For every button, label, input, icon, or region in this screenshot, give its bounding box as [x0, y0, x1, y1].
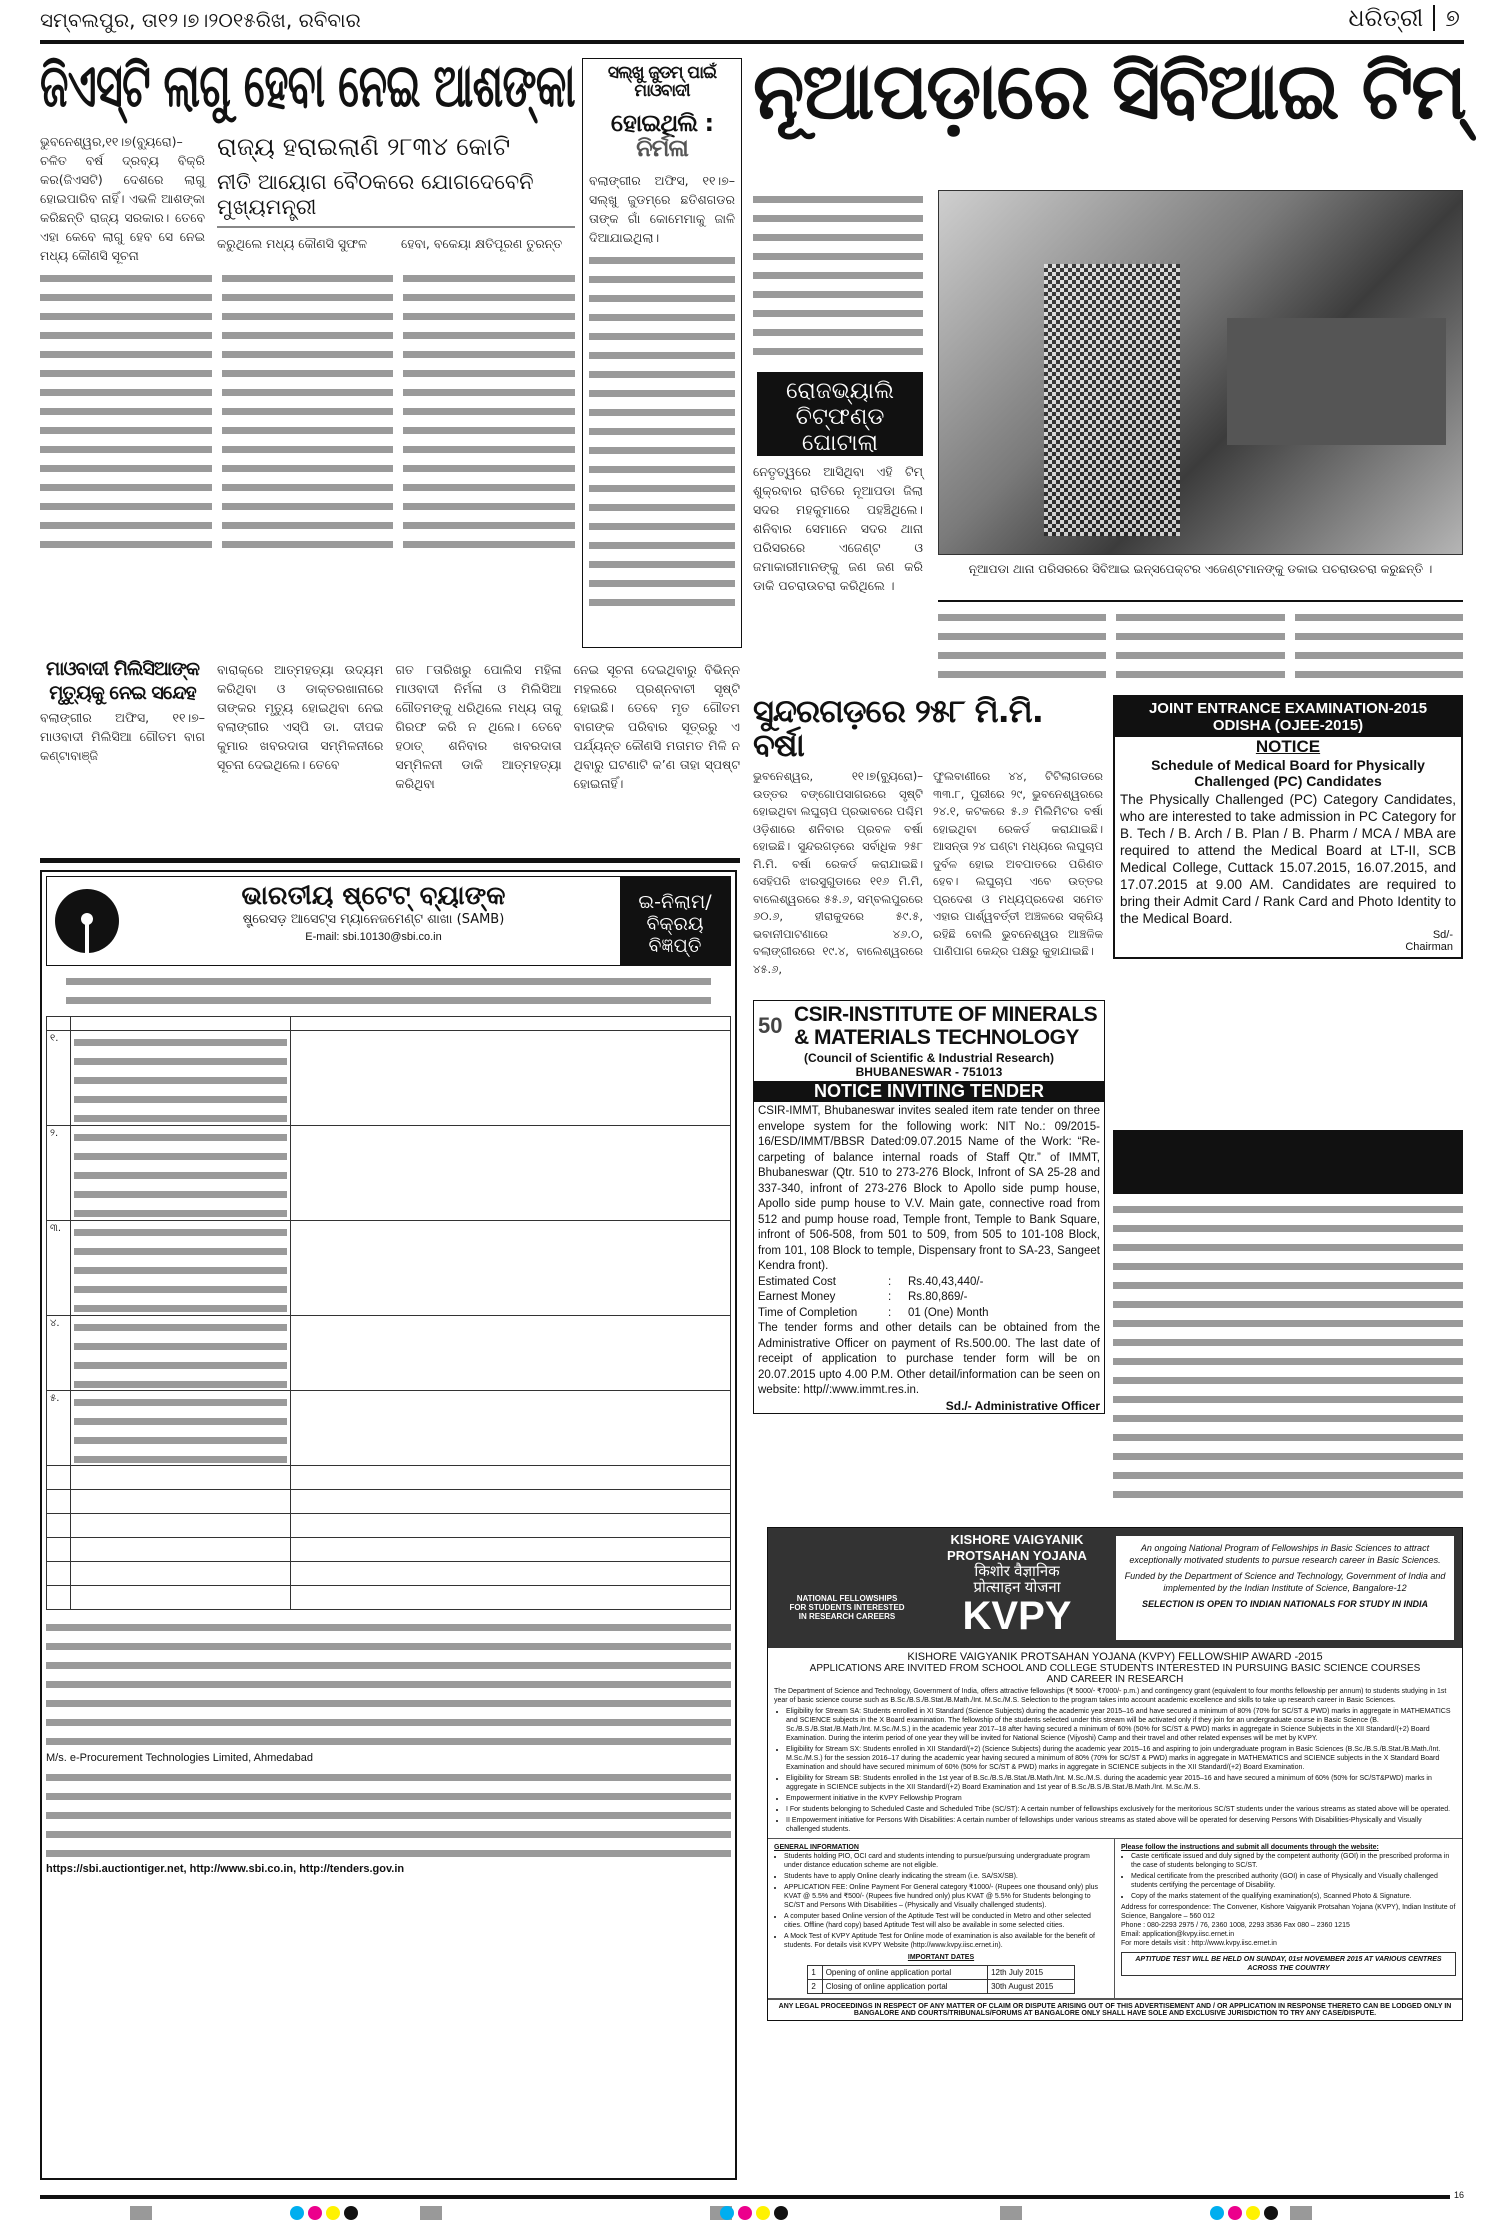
row-serial: ୧.	[47, 1031, 71, 1126]
list-item: • Copy of the marks statement of the qualifying examination(s), Scanned Photo & Signature.	[1131, 1892, 1456, 1901]
row-serial: ୪.	[47, 1316, 71, 1391]
cbi-kicker-box	[757, 372, 923, 456]
cbi-headline: ନୂଆପଡ଼ାରେ ସିବିଆଇ ଟିମ୍	[753, 47, 1465, 137]
kvpy-funding: Funded by the Department of Science and Technology, Government of India and implemented by the Indian Institute of Science, Bangalore-12	[1124, 1571, 1446, 1593]
rain-col1: ଭୁବନେଶ୍ୱର, ୧୧।୭(ବ୍ୟୁରୋ)– ଉତ୍ତର ବଙ୍ଗୋପସାଗରରେ ସୃଷ୍ଟି ହୋଇଥିବା ଲଘୁଚାପ ପ୍ରଭାବରେ ପଶ୍ଚିମ ଓଡ଼ିଶାରେ ଶନିବାର ପ୍ରବଳ ବର୍ଷା ହୋଇଛି। ସୁନ୍ଦରଗଡ଼ରେ ସର୍ବାଧିକ ୨୫୮ ମି.ମି. ବର୍ଷା ରେକର୍ଡ କରାଯାଇଛି। ସେହିପରି ଝାରସୁଗୁଡାରେ ୧୧୬ ମି.ମି, ବାଲେଶ୍ୱରରେ ୫୫.୬, ସମ୍ବଲପୁରରେ ୬୦.୬, ହୀରାକୁଦରେ ୫୯.୫, ଭବାନୀପାଟଣାରେ ୪୬.୦, ବଲାଙ୍ଗୀରରେ ୧୯.୪, ବାଲେଶ୍ୱରରେ ୪୫.୬,	[753, 769, 923, 976]
date-event: Closing of online application portal	[822, 1980, 987, 1994]
csir-details	[754, 1275, 1104, 1322]
ojee-sign: Sd/-	[1432, 929, 1453, 941]
color-registration-dot	[1264, 2206, 1278, 2220]
maoist-headline-2: ମୃତ୍ୟୁକୁ ନେଇ ସନ୍ଦେହ	[49, 681, 196, 704]
date-value: 12th July 2015	[988, 1966, 1075, 1980]
odia-ad-body	[1113, 1200, 1463, 1510]
color-registration-dot	[1228, 2206, 1242, 2220]
color-registration-dot	[756, 2206, 770, 2220]
odia-ad-header	[1113, 1130, 1463, 1194]
maoist-col4: ନେଇ ସୂଚନା ଦେଇଥିବାରୁ ବିଭିନ୍ନ ମହଲରେ ପ୍ରଶ୍ନବାଚୀ ସୃଷ୍ଟି ହୋଇଛି। ତେବେ ମୃତ ଗୌତମ ବାଗଙ୍କ ପରିବାର ସୂତ୍ରରୁ ଏ ପର୍ଯ୍ୟନ୍ତ କୌଣସି ମତାମତ ମିଳି ନ ଥିବାରୁ ଘଟଣାଟି କ’ଣ ତାହା ସ୍ପଷ୍ଟ ହୋଇନାହିଁ।	[573, 662, 740, 791]
gst-headline: ଜିଏସ୍‌ଟି ଲାଗୁ ହେବା ନେଇ ଆଶଙ୍କା	[40, 51, 575, 121]
cbi-photo	[938, 190, 1463, 555]
table-row	[808, 1966, 1074, 1980]
sbi-logo	[47, 877, 127, 965]
list-item: • Students have to apply Online clearly indicating the stream (i.e. SA/SX/SB).	[784, 1872, 1108, 1881]
maoist-col1: ବଲାଙ୍ଗୀର ଅଫିସ, ୧୧।୭– ମାଓବାଦୀ ମିଲିସିଆ ଗୌତମ ବାଗ କଣ୍ଟାବାଞ୍ଜି	[40, 709, 205, 763]
date-value: 30th August 2015	[988, 1980, 1075, 1994]
gst-text-block	[403, 269, 575, 554]
sbi-terms	[46, 1618, 731, 1748]
gst-subhead-2: ନୀତି ଆୟୋଗ ବୈଠକରେ ଯୋଗଦେବେନି ମୁଖ୍ୟମନ୍ତ୍ରୀ	[217, 170, 575, 228]
sbi-tag	[620, 877, 730, 965]
table-row	[47, 1490, 731, 1514]
cbi-text-block	[938, 608, 1106, 684]
rain-headline: ସୁନ୍ଦରଗଡ଼ରେ ୨୫୮ ମି.ମି. ବର୍ଷା	[753, 692, 1043, 764]
kvpy-name-2: PROTSAHAN YOJANA	[947, 1548, 1087, 1563]
kvpy-general-title: GENERAL INFORMATION	[774, 1844, 859, 1851]
cbi-text-block	[1295, 608, 1463, 684]
kvpy-email[interactable]: Email: application@kvpy.iisc.ernet.in	[1121, 1931, 1235, 1938]
kvpy-award: KISHORE VAIGYANIK PROTSAHAN YOJANA (KVPY) FELLOWSHIP AWARD -2015	[907, 1651, 1323, 1663]
detail-row: Estimated Cost : Rs.40,43,440/-	[758, 1275, 1100, 1291]
paper-name: ଧରିତ୍ରୀ	[1348, 4, 1424, 32]
color-registration-dot	[308, 2206, 322, 2220]
kvpy-docs-title: Please follow the instructions and submit all documents through the website:	[1121, 1844, 1379, 1851]
table-row	[47, 1562, 731, 1586]
ojee-title-1: JOINT ENTRANCE EXAMINATION-2015	[1148, 700, 1428, 717]
csir-sign: Sd./- Administrative Officer	[945, 1398, 1100, 1413]
gray-mark	[130, 2206, 152, 2220]
tag-line-2: ବିକ୍ରୟ ବିଜ୍ଞପ୍ତି	[646, 913, 704, 957]
ojee-notice-label: NOTICE	[1255, 737, 1321, 756]
gst-col2: କରୁଥିଲେ ମଧ୍ୟ କୌଣସି ସୁଫଳ	[217, 236, 368, 251]
kvpy-hindi-1: किशोर वैज्ञानिक	[974, 1563, 1060, 1580]
table-row	[47, 1126, 731, 1221]
kvpy-eligibility-list	[768, 1707, 1462, 1834]
list-item: • Eligibility for Stream SB: Students enrolled in the 1st year of B.Sc./B.S./B.Stat./B.Math./Int. M.Sc./M.S. during the academic year 2015–16 and have secured a minimum of 60% (50% for SC/ST&PWD) marks in aggregate in SCIENCE subjects in the XII Standard/(+2) Board Examination and 1st year of B.Sc./B.S./B.Stat./B.Math./Int. M.Sc./M.S.	[786, 1774, 1454, 1792]
kvpy-tagline: An ongoing National Program of Fellowships in Basic Sciences to attract exceptionally motivated students to pursue research career in Basic Sciences.	[1129, 1543, 1441, 1565]
table-row	[47, 1538, 731, 1562]
detail-value: Rs.40,43,440/-	[908, 1275, 984, 1288]
kvpy-phone: Phone : 080-2293 2975 / 76, 2360 1008, 2293 3536 Fax 080 – 2360 1215	[1121, 1922, 1350, 1929]
gst-text-block	[40, 269, 212, 554]
maoist-col2: ବାରାକ୍‌ରେ ଆତ୍ମହତ୍ୟା ଉଦ୍ୟମ କରିଥିବା ଓ ଡାକ୍ତରଖାନାରେ ତାଙ୍କର ମୃତ୍ୟୁ ହୋଇଥିବା ନେଇ ବଲାଙ୍ଗୀର ଏସ୍‌ପି ଡା. ଦୀପକ କୁମାର ଖବରଦାତା ସମ୍ମିଳନୀରେ ସୂଚନା ଦେଇଥିଲେ। ତେବେ	[217, 662, 384, 772]
color-registration-dot	[1210, 2206, 1224, 2220]
csir-title-1: CSIR-INSTITUTE OF MINERALS	[794, 1003, 1098, 1026]
kicker-line-1: ରୋଜଭ୍ୟାଲି	[785, 378, 895, 404]
kvpy-selection: SELECTION IS OPEN TO INDIAN NATIONALS FOR STUDY IN INDIA	[1141, 1599, 1429, 1609]
gray-mark	[420, 2206, 442, 2220]
cbi-text-block	[1116, 608, 1284, 684]
color-registration-dot	[738, 2206, 752, 2220]
list-item: • APPLICATION FEE: Online Payment For General category ₹1000/- (Rupees one thousand only) plus KVAT @ 5.5% and ₹500/- (Rupees five hundred only) plus KVAT @ 5.5% for Students belonging to SC/ST and Persons With Disabilities – (Physically and Visually challenged students).	[784, 1883, 1108, 1910]
kvpy-dates-title: IMPORTANT DATES	[907, 1954, 975, 1961]
kvpy-intro: The Department of Science and Technology, Government of India, offers attractive fellowships (₹ 5000/- ₹7000/- p.m.) and contingency grant (equivalent to four months fellowship per annum) to students studying in 1st year of basic science course such as B.Sc./B.S./B.Stat./B.Math./Int. M.Sc./M.S. Selection to the program takes into account academic excellence and skills to take up research career in Basic Sciences.	[774, 1688, 1447, 1704]
photo-table	[1227, 318, 1447, 445]
gst-col1: ଭୁବନେଶ୍ୱର,୧୧।୭(ବ୍ୟୁରୋ)– ଚଳିତ ବର୍ଷ ଦ୍ରବ୍ୟ ବିକ୍ରି କର(ଜିଏସଟି) ଦେଶରେ ଲାଗୁ ହୋଇପାରିବ ନାହିଁ। ଏଭଳି ଆଶଙ୍କା କରିଛନ୍ତି ରାଜ୍ୟ ସରକାର। ତେବେ ଏହା କେବେ ଲାଗୁ ହେବ ସେ ନେଇ ମଧ୍ୟ କୌଣସି ସୂଚନା	[40, 134, 205, 263]
list-item: • Eligibility for Stream SX: Students enrolled in XII Standard/(+2) (Science Subjects) during the academic year 2015–16 and aspiring to join undergraduate program in Basic Sciences (B.Sc./B.S./B.Stat./B.Math./Int. M.Sc./M.S.) for the session 2016–17 during the academic year having secured a minimum of 80% (70% for SC/ST & PWD) marks in aggregate in MATHEMATICS and SCIENCE subjects in the X Standard Board Examination and should have secured minimum of 60% (50% for SC/ST & PWD) marks in aggregate in SCIENCE subjects in the XII Standard/(+2) Board Examination.	[786, 1745, 1454, 1772]
cbi-body: ନେତୃତ୍ୱରେ ଆସିଥିବା ଏହି ଟିମ୍ ଶୁକ୍ରବାର ରାତିରେ ନୂଆପଡା ଜିଲା ସଦର ମହକୁମାରେ ପହଞ୍ଚିଥିଲେ। ଶନିବାର ସେମାନେ ସଦର ଥାନା ପରିସରରେ ଏଜେଣ୍ଟ ଓ ଜମାକାରୀମାନଙ୍କୁ ଜଣ ଜଣ କରି ଡାକି ପଚରାଉଚରା କରିଥିଲେ ।	[753, 464, 923, 593]
csir-title-2: & MATERIALS TECHNOLOGY	[794, 1026, 1079, 1049]
kvpy-test-date: APTITUDE TEST WILL BE HELD ON SUNDAY, 01st NOVEMBER 2015 AT VARIOUS CENTRES ACROSS THE COUNTRY	[1121, 1952, 1456, 1976]
ojee-notice	[1113, 695, 1463, 959]
nirmala-headline-1: ସଲ୍ଖୁ ଜୁଡମ୍ ପାଇଁ ମାଓବାଦୀ	[607, 63, 717, 101]
bottom-rule	[40, 2195, 1450, 2199]
gst-story	[40, 51, 575, 554]
divider	[40, 858, 740, 863]
table-row	[808, 1980, 1074, 1994]
sbi-property-table	[46, 1016, 731, 1610]
nirmala-text-block	[589, 251, 735, 611]
table-row	[47, 1391, 731, 1466]
csir-logo: 50	[758, 1013, 783, 1038]
kvpy-website[interactable]: For more details visit : http://www.kvpy.iisc.ernet.in	[1121, 1940, 1277, 1947]
table-row	[47, 1316, 731, 1391]
detail-label: Time of Completion	[758, 1306, 858, 1319]
color-registration-dot	[720, 2206, 734, 2220]
masthead	[1348, 4, 1460, 32]
csir-tender	[753, 1000, 1105, 1414]
date-event: Opening of online application portal	[822, 1966, 987, 1980]
sbi-email: E-mail: sbi.10130@sbi.co.in	[305, 931, 442, 943]
kvpy-left-1: NATIONAL FELLOWSHIPS	[796, 1594, 898, 1603]
csir-body: CSIR-IMMT, Bhubaneswar invites sealed item rate tender on three envelope system for the following work: NIT No.: 09/2015-16/ESD/IMMT/BBSR Dated:09.07.2015 Name of the Work: “Re-carpeting of balance internal roads of Staff Qtr.” of IMMT, Bhubaneswar (Qtr. 510 to 273-276 Block, Infront of SA 25-28 and 337-340, infront of 273-276 Block to Apollo side pump house, Apollo side pump house to V.V. Main gate, connective road from 512 and pump house road, Temple front, Temple to Bank Square, infront of 506-508, from 501 to 509, from 505 to 101-108 Block, from 101, 108 Block to temple, Dispensary front to SA-23, Sangeet Kendra front).	[758, 1105, 1100, 1272]
csir-banner: NOTICE INVITING TENDER	[754, 1081, 1104, 1102]
gst-subhead-1: ରାଜ୍ୟ ହରାଇଲାଣି ୨୮୩୪ କୋଟି	[217, 132, 511, 161]
row-serial: ୫.	[47, 1391, 71, 1466]
detail-value: 01 (One) Month	[908, 1306, 989, 1319]
photo-person	[1044, 264, 1180, 536]
detail-value: Rs.80,869/-	[908, 1291, 968, 1303]
tag-line-1: ଇ-ନିଲାମ/	[638, 891, 712, 913]
kvpy-ad	[767, 1527, 1463, 2021]
kvpy-left-3: IN RESEARCH CAREERS	[798, 1612, 896, 1621]
color-registration-dot	[344, 2206, 358, 2220]
cbi-story	[753, 47, 1465, 177]
cbi-caption: ନୂଆପଡା ଥାନା ପରିସରରେ ସିବିଆଇ ଇନ୍‌ସପେକ୍ଟର ଏଜେଣ୍ଟମାନଙ୍କୁ ଡକାଇ ପଚରାଉଚରା କରୁଛନ୍ତି ।	[968, 562, 1433, 576]
table-row	[47, 1031, 731, 1126]
nirmala-headline-2: ହୋଇଥିଲି :	[610, 108, 714, 137]
gray-mark	[1290, 2206, 1312, 2220]
list-item: • II Empowerment initiative for Persons With Disabilities: A certain number of fellowships under various streams as stated above will be operated for deserving Persons With Disabilities-Physically and Visually challenged students.	[786, 1816, 1454, 1834]
list-item: • Empowerment initiative in the KVPY Fellowship Program	[786, 1794, 1454, 1803]
list-item: • A computer based Online version of the Aptitude Test will be conducted in Metro and other selected cities. Offline (hard copy) based Aptitude Test will also be available in some selected cities.	[784, 1912, 1108, 1930]
cbi-continued	[938, 608, 1463, 684]
dateline: ସମ୍ବଲପୁର, ତା୧୨।୭।୨୦୧୫ରିଖ, ରବିବାର	[40, 8, 361, 32]
color-registration-dot	[290, 2206, 304, 2220]
csir-footer: The tender forms and other details can be obtained from the Administrative Officer on payment of Rs.500.00. The last date of receipt of application to purchase tender form will be on 20.07.2015 upto 4.00 P.M. Other detail/information can be seen on website: http//:www.immt.res.in.	[758, 1322, 1100, 1396]
kvpy-hindi-2: प्रोत्साहन योजना	[973, 1579, 1061, 1596]
color-registration-dot	[326, 2206, 340, 2220]
list-item: • I For students belonging to Scheduled Caste and Scheduled Tribe (SC/ST): A certain number of fellowships exclusively for the meritorious SC/ST students under the various streams as stated above will be operated.	[786, 1805, 1454, 1814]
kvpy-legal: ANY LEGAL PROCEEDINGS IN RESPECT OF ANY MATTER OF CLAIM OR DISPUTE ARISING OUT OF THIS ADVERTISEMENT AND / OR APPLICATION IN RESPONSE THERETO CAN BE LODGED ONLY IN BANGALORE AND COURTS/TRIBUNALS/FORUMS AT BANGALORE ONLY SHALL HAVE SOLE AND EXCLUSIVE JURISDICTION TO TRY ANY CASE/DISPUTE.	[768, 1998, 1462, 2020]
detail-row: Time of Completion : 01 (One) Month	[758, 1306, 1100, 1322]
date-num: 2	[808, 1980, 822, 1994]
top-rule	[40, 40, 1464, 44]
col-property	[291, 1017, 731, 1031]
page-number: ୭	[1445, 4, 1460, 32]
detail-label: Estimated Cost	[758, 1275, 836, 1288]
gst-text-block	[222, 269, 394, 554]
divider	[1433, 5, 1435, 31]
kvpy-docs-list	[1121, 1852, 1456, 1901]
sbi-terms	[46, 1768, 731, 1863]
date-num: 1	[808, 1966, 822, 1980]
kvpy-left-2: FOR STUDENTS INTERESTED	[789, 1603, 905, 1612]
list-item: • Students holding PIO, OCI card and students intending to pursue/pursuing undergraduate program under distance education scheme are not eligible.	[784, 1852, 1108, 1870]
color-registration-dot	[1246, 2206, 1260, 2220]
list-item: • A Mock Test of KVPY Aptitude Test for Online mode of examination is also available for the benefit of students. For details visit KVPY Website (http://www.kvpy.iisc.ernet.in).	[784, 1932, 1108, 1950]
table-row	[47, 1221, 731, 1316]
kvpy-name-1: KISHORE VAIGYANIK	[950, 1532, 1084, 1547]
odia-tender-ad	[1113, 1130, 1463, 1519]
col-details	[71, 1017, 291, 1031]
sbi-auction-ad	[40, 870, 737, 2180]
rain-col2: ଫୁଲବାଣୀରେ ୪୪, ଟିଟିଲାଗଡରେ ୩୩.୮, ପୁରୀରେ ୨୯, ଭୁବନେଶ୍ୱରରେ ୨୪.୧, କଟକରେ ୫.୬ ମିଲିମିଟର ବର୍ଷା ହୋଇଥିବା ରେକର୍ଡ କରାଯାଇଛି। ଆସନ୍ତା ୨୪ ଘଣ୍ଟା ମଧ୍ୟରେ ଲଘୁଚାପ ଦୁର୍ବଳ ହୋଇ ଅବପାତରେ ପରିଣତ ହେବ। ଲଘୁଚାପ ଏବେ ଉତ୍ତର ପ୍ରଦେଶ ଓ ମଧ୍ୟପ୍ରଦେଶ ସମେତ ଏହାର ପାର୍ଶ୍ୱବର୍ତ୍ତୀ ଅଞ୍ଚଳରେ ସକ୍ରିୟ ରହିଛି ବୋଲି ଭୁବନେଶ୍ୱର ଆଞ୍ଚଳିକ ପାଣିପାଗ କେନ୍ଦ୍ର ପକ୍ଷରୁ କୁହାଯାଇଛି।	[933, 769, 1103, 959]
kicker-line-2: ଚିଟ୍‌ଫଣ୍ଡ ଘୋଟାଲା	[795, 404, 885, 456]
color-registration-dot	[774, 2206, 788, 2220]
table-row	[47, 1466, 731, 1490]
list-item: • Eligibility for Stream SA: Students enrolled in XI Standard (Science Subjects) during the academic year 2015–16 and have secured a minimum of 80% (70% for SC/ST & PWD) marks in aggregate in MATHEMATICS and SCIENCE subjects in the X Board examination. The fellowship of the students selected under this stream will be activated only if they join for an undergraduate course in Basic Science (B. Sc./B.S./B.Stat./B.Math./Int. M.Sc./M.S.) in the academic year 2017–18 after having secured a minimum of 60% (50% for SC/ST & PWD) marks in aggregate in Science Subjects in the XII Standard/(+2) Board Examination. During the interim period of one year they will be invited for National Science (Vijyoshi) Camp and their travel and other related expenses will be met by KVPY.	[786, 1707, 1454, 1743]
registration-marks	[0, 2206, 1500, 2220]
gray-mark	[1000, 2206, 1022, 2220]
kvpy-logo: KVPY	[962, 1594, 1072, 1638]
detail-label: Earnest Money	[758, 1291, 836, 1303]
sbi-intro	[66, 972, 711, 1010]
divider	[938, 600, 1463, 602]
detail-row: Earnest Money : Rs.80,869/-	[758, 1290, 1100, 1306]
sbi-agency: M/s. e-Procurement Technologies Limited, Ahmedabad	[46, 1752, 313, 1764]
csir-city: BHUBANESWAR - 751013	[855, 1065, 1003, 1079]
row-serial: ୨.	[47, 1126, 71, 1221]
sbi-links[interactable]: https://sbi.auctiontiger.net, http://www.sbi.co.in, http://tenders.gov.in	[46, 1863, 405, 1875]
kvpy-general-list	[774, 1852, 1108, 1950]
rain-story	[753, 692, 1103, 978]
kvpy-address: Address for correspondence: The Convener, Kishore Vaigyanik Protsahan Yojana (KVPY), Indian Institute of Science, Bangalore – 560 012	[1121, 1904, 1456, 1920]
maoist-col3: ଗତ ୮ତାରିଖରୁ ପୋଲିସ ମହିଳା ମାଓବାଦୀ ନିର୍ମଳା ଓ ମିଲିସିଆ ଗୌତମଙ୍କୁ ଧରିଥିଲେ ମଧ୍ୟ ତାକୁ ଗିରଫ କରି ନ ଥିଲେ। ତେବେ ହଠାତ୍ ଶନିବାର ଖବରଦାତା ସମ୍ମିଳନୀ ଡାକି ଆତ୍ମହତ୍ୟା କରିଥିବା	[395, 662, 562, 791]
ojee-body: The Physically Challenged (PC) Category Candidates, who are interested to take admission in PC Category for B. Tech / B. Arch / B. Plan / B. Pharm / MCA / MBA are required to attend the Medical Board at LT-II, SCB Medical College, Cuttack 15.07.2015, 16.07.2015, and 17.07.2015 at 9.00 AM. Candidates are required to bring their Admit Card / Rank Card and Photo Identity to the Medical Board.	[1120, 792, 1456, 926]
nirmala-body: ବଲାଙ୍ଗୀର ଅଫିସ, ୧୧।୭– ସଲ୍ଖୁ ଜୁଡମ୍‌ରେ ଛତିଶଗଡର ତାଙ୍କ ଗାଁ କୋମେମାକୁ ଜାଳି ଦିଆଯାଇଥିଲା।	[589, 173, 735, 246]
maoist-headline-1: ମାଓବାଦୀ ମିଲିସିଆଙ୍କ	[45, 658, 200, 680]
cbi-text-block	[753, 190, 923, 360]
row-serial: ୩.	[47, 1221, 71, 1316]
sbi-branch: ଷ୍ଟ୍ରେସଡ଼ ଆସେଟ୍ସ ମ୍ୟାନେଜମେଣ୍ଟ ଶାଖା (SAMB)	[242, 912, 505, 927]
ojee-subtitle: Schedule of Medical Board for Physically Challenged (PC) Candidates	[1151, 757, 1425, 789]
kvpy-dates-table	[807, 1965, 1074, 1994]
table-row	[47, 1514, 731, 1538]
gst-col3: ହେବା, ବକେୟା କ୍ଷତିପୂରଣ ତୁରନ୍ତ	[401, 236, 563, 251]
kvpy-invite: APPLICATIONS ARE INVITED FROM SCHOOL AND COLLEGE STUDENTS INTERESTED IN PURSUING BASIC SCIENCE COURSES AND CAREER IN RESEARCH	[809, 1663, 1421, 1685]
maoist-story	[40, 660, 740, 793]
ojee-title-2: ODISHA (OJEE-2015)	[1212, 717, 1364, 734]
list-item: • Caste certificate issued and duly signed by the competent authority (GOI) in the prescribed proforma in the case of students belonging to SC/ST.	[1131, 1852, 1456, 1870]
nirmala-story	[582, 58, 742, 648]
col-serial	[47, 1017, 71, 1031]
sbi-name: ଭାରତୀୟ ଷ୍ଟେଟ୍ ବ୍ୟାଙ୍କ	[241, 881, 506, 911]
list-item: • Medical certificate from the prescribed authority (GOI) in case of Physically and Visually challenged students certifying the percentage of Disability.	[1131, 1872, 1456, 1890]
csir-council: (Council of Scientific & Industrial Research)	[803, 1051, 1055, 1065]
table-row	[47, 1586, 731, 1610]
ojee-signatory: Chairman	[1405, 941, 1453, 953]
nirmala-headline-3: ନିର୍ମଳା	[636, 133, 688, 162]
folio: 16	[1454, 2190, 1465, 2200]
